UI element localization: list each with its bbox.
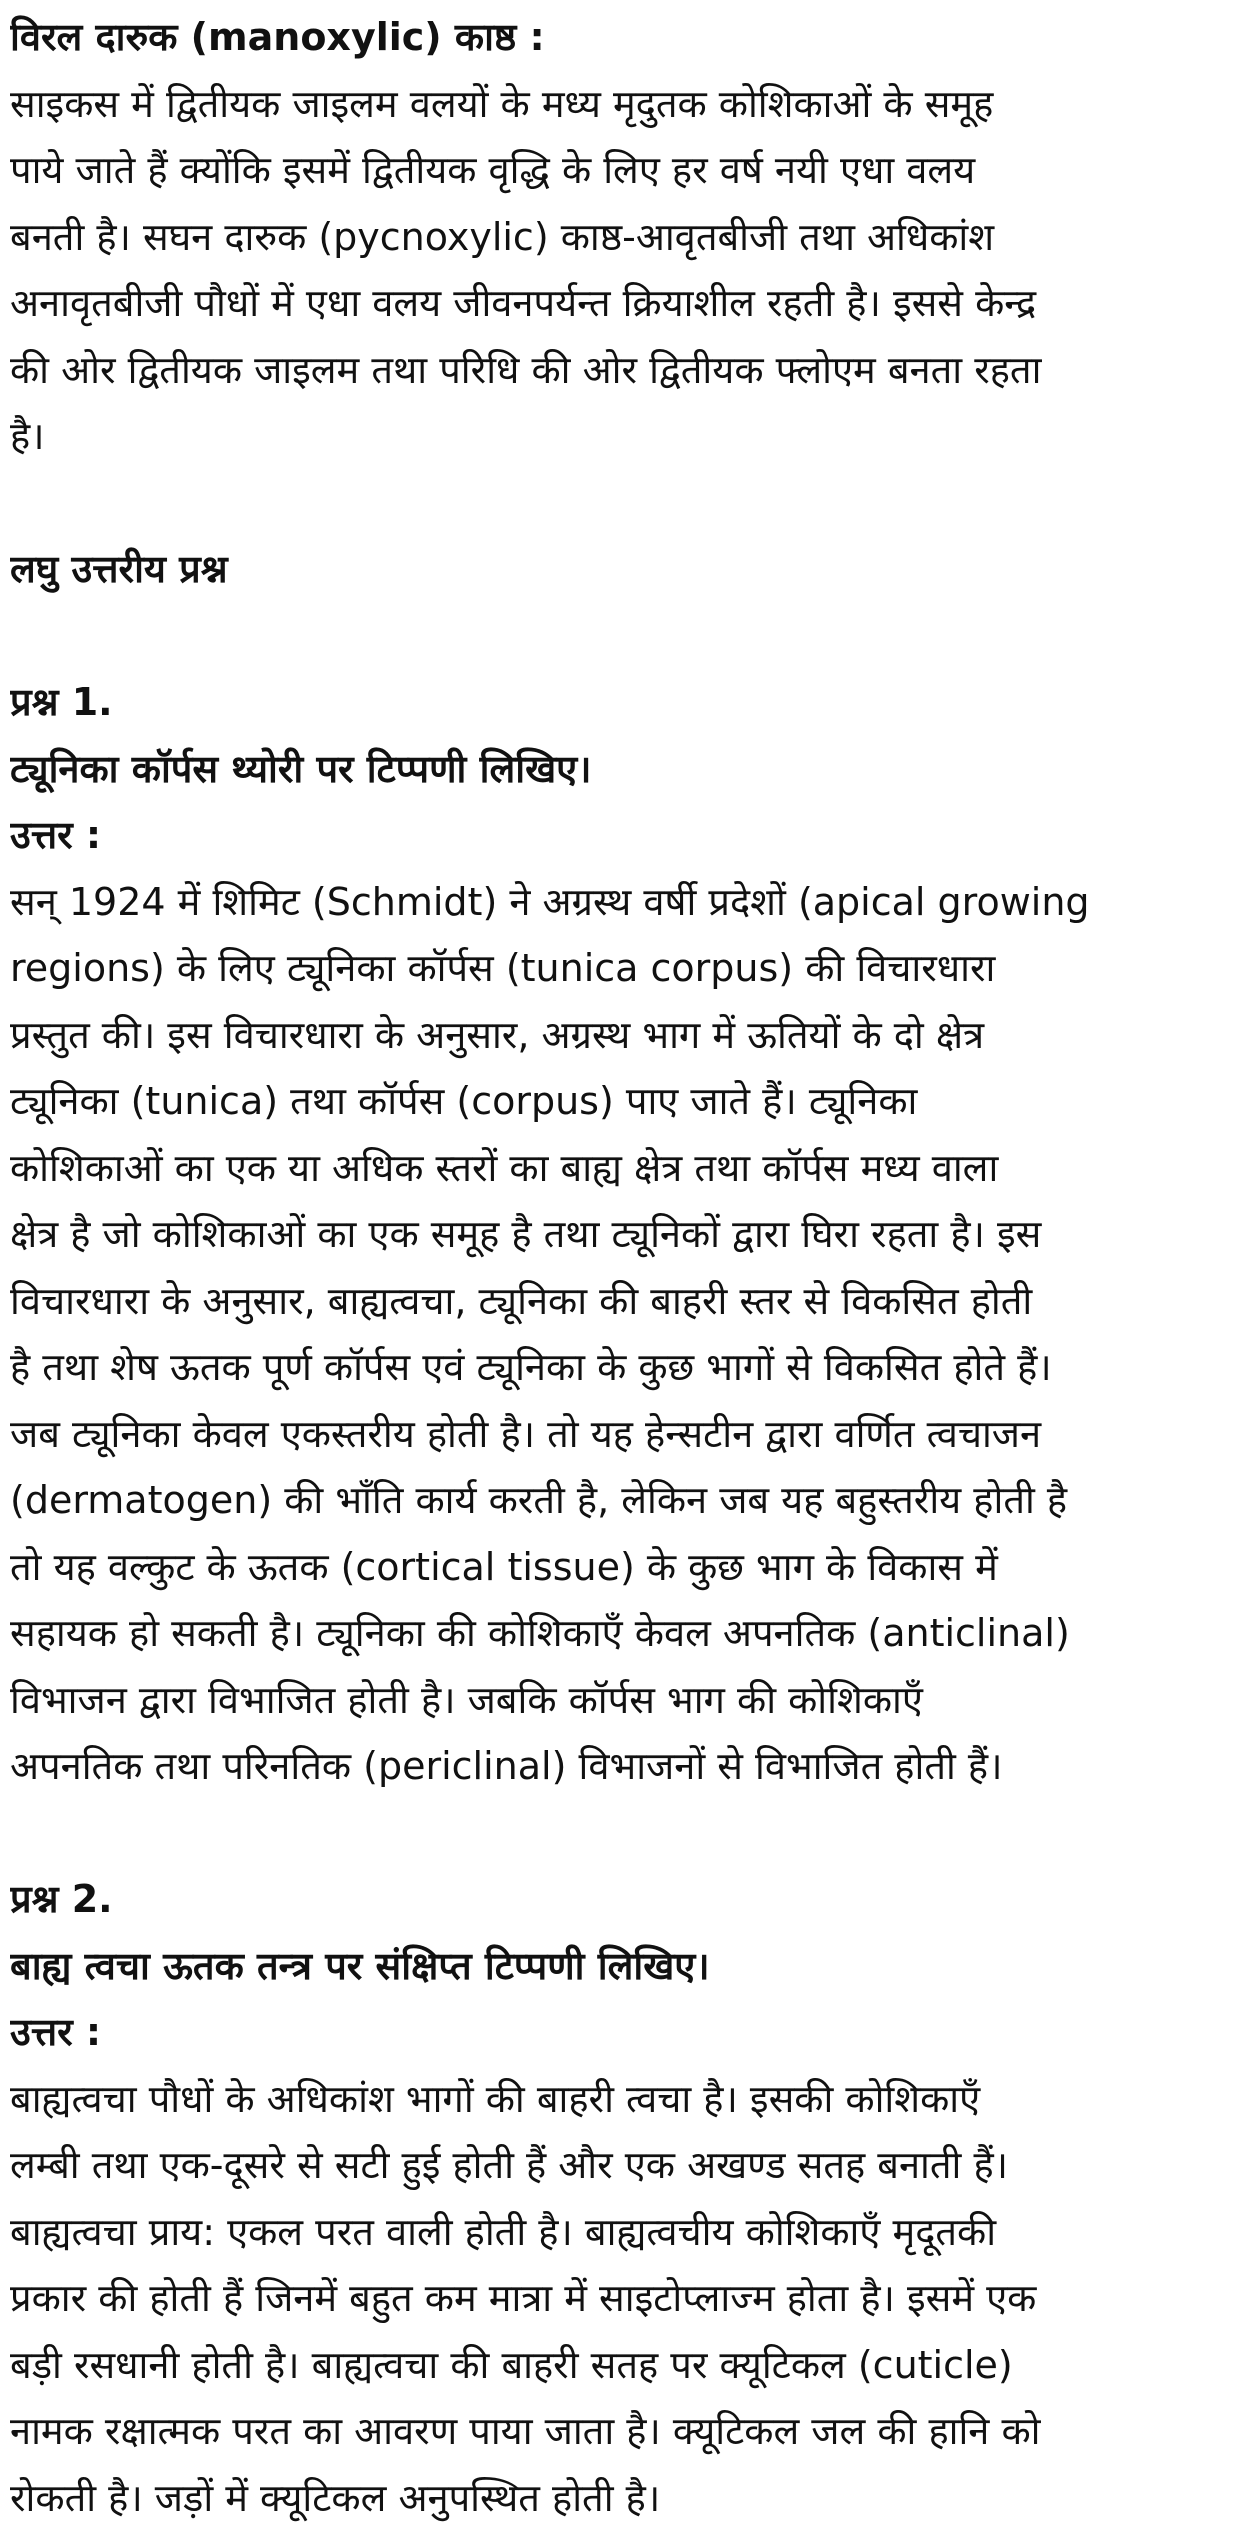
answer-line: विचारधारा के अनुसार, बाह्यत्वचा, ट्यूनिका की बाहरी स्तर से विकसित होती — [10, 1278, 1033, 1323]
answer-line: नामक रक्षात्मक परत का आवरण पाया जाता है। क्यूटिकल जल की हानि को — [10, 2409, 1041, 2453]
section-heading-short-answer: लघु उत्तरीय प्रश्न — [10, 547, 228, 591]
answer-line: क्षेत्र है जो कोशिकाओं का एक समूह है तथा ट्यूनिकों द्वारा घिरा रहता है। इस — [10, 1212, 1042, 1256]
answer-line: बाह्यत्वचा पौधों के अधिकांश भागों की बाहरी त्वचा है। इसकी कोशिकाएँ — [10, 2076, 981, 2121]
answer-line: तो यह वल्कुट के ऊतक (cortical tissue) के कुछ भाग के विकास में — [10, 1544, 998, 1589]
spacer — [10, 603, 1229, 670]
question-text: बाह्य त्वचा ऊतक तन्त्र पर संक्षिप्त टिप्पणी लिखिए। — [10, 1943, 710, 1988]
answer-line: regions) के लिए ट्यूनिका कॉर्पस (tunica corpus) की विचारधारा — [10, 946, 996, 990]
answer-line: है तथा शेष ऊतक पूर्ण कॉर्पस एवं ट्यूनिका के कुछ भागों से विकसित होते हैं। — [10, 1345, 1052, 1389]
answer-line: जब ट्यूनिका केवल एकस्तरीय होती है। तो यह हेन्सटीन द्वारा वर्णित त्वचाजन — [10, 1411, 1042, 1456]
answer-line: प्रस्तुत की। इस विचारधारा के अनुसार, अग्रस्थ भाग में ऊतियों के दो क्षेत्र — [10, 1012, 985, 1057]
answer-line: रोकती है। जड़ों में क्यूटिकल अनुपस्थित होती है। — [10, 2475, 661, 2520]
answer-line: कोशिकाओं का एक या अधिक स्तरों का बाह्य क्षेत्र तथा कॉर्पस मध्य वाला — [10, 1145, 999, 1190]
answer-line: अपनतिक तथा परिनतिक (periclinal) विभाजनों से विभाजित होती हैं। — [10, 1744, 1003, 1788]
paragraph-line: साइकस में द्वितीयक जाइलम वलयों के मध्य मृदुतक कोशिकाओं के समूह — [10, 81, 994, 126]
paragraph-line: पाये जाते हैं क्योंकि इसमें द्वितीयक वृद्धि के लिए हर वर्ष नयी एधा वलय — [10, 148, 976, 192]
paragraph-line: की ओर द्वितीयक जाइलम तथा परिधि की ओर द्वितीयक फ्लोएम बनता रहता — [10, 347, 1042, 392]
spacer — [10, 1800, 1229, 1867]
answer-line: बाह्यत्वचा प्राय: एकल परत वाली होती है। बाह्यत्वचीय कोशिकाएँ मृदूतकी — [10, 2209, 997, 2254]
answer-line: प्रकार की होती हैं जिनमें बहुत कम मात्रा में साइटोप्लाज्म होता है। इसमें एक — [10, 2276, 1037, 2320]
paragraph-line: अनावृतबीजी पौधों में एधा वलय जीवनपर्यन्त क्रियाशील रहती है। इससे केन्द्र — [10, 281, 1037, 325]
answer-label: उत्तर : — [10, 2010, 102, 2054]
answer-line: सहायक हो सकती है। ट्यूनिका की कोशिकाएँ केवल अपनतिक (anticlinal) — [10, 1611, 1070, 1655]
section-heading-manoxylic: विरल दारुक (manoxylic) काष्ठ : — [10, 15, 545, 59]
question-text: ट्यूनिका कॉर्पस थ्योरी पर टिप्पणी लिखिए। — [10, 746, 592, 791]
answer-line: (dermatogen) की भाँति कार्य करती है, लेकिन जब यह बहुस्तरीय होती है — [10, 1478, 1068, 1522]
answer-line: ट्यूनिका (tunica) तथा कॉर्पस (corpus) पाए जाते हैं। ट्यूनिका — [10, 1079, 918, 1123]
answer-line: विभाजन द्वारा विभाजित होती है। जबकि कॉर्पस भाग की कोशिकाएँ — [10, 1677, 923, 1722]
spacer — [10, 470, 1229, 537]
answer-line: बड़ी रसधानी होती है। बाह्यत्वचा की बाहरी सतह पर क्यूटिकल (cuticle) — [10, 2342, 1013, 2387]
question-number: प्रश्न 1. — [10, 680, 113, 724]
answer-line: सन् 1924 में शिमिट (Schmidt) ने अग्रस्थ वर्षी प्रदेशों (apical growing — [10, 879, 1090, 924]
answer-line: लम्बी तथा एक-दूसरे से सटी हुई होती हैं और एक अखण्ड सतह बनाती हैं। — [10, 2143, 1009, 2187]
answer-label: उत्तर : — [10, 813, 102, 857]
question-number: प्रश्न 2. — [10, 1877, 113, 1921]
paragraph-line: है। — [10, 414, 45, 458]
paragraph-line: बनती है। सघन दारुक (pycnoxylic) काष्ठ-आवृतबीजी तथा अधिकांश — [10, 214, 995, 259]
